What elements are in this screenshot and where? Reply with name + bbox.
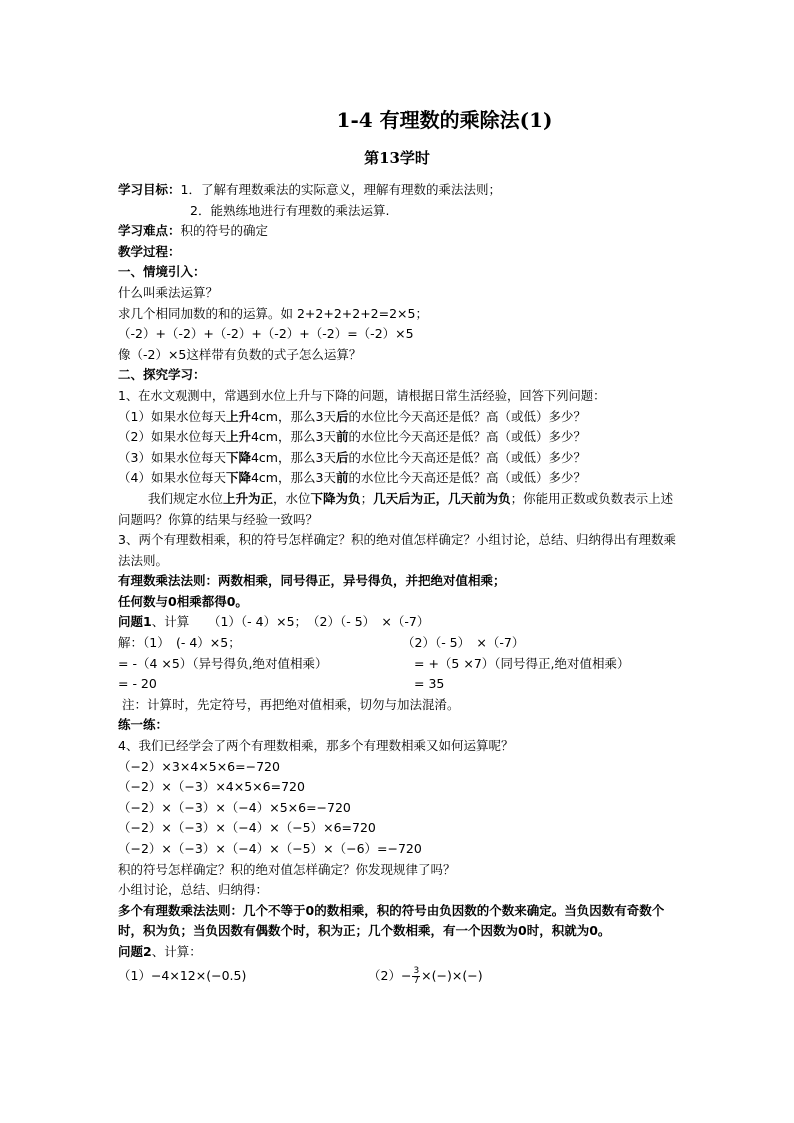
- q-bold: 下降: [225, 449, 251, 465]
- solution-right: = +（5 ×7）（同号得正,绝对值相乘）: [414, 655, 630, 671]
- q-text: 4cm，那么3天: [250, 429, 336, 445]
- problem2-item-1: （1）−4×12×(−0.5): [118, 967, 247, 983]
- fraction-numerator: 3: [413, 965, 420, 976]
- q-bold: 上升: [225, 408, 251, 424]
- q-text: 4cm，那么3天: [250, 449, 336, 465]
- convention-text: 我们规定水位: [148, 490, 224, 506]
- solution-row-1: [118, 633, 678, 654]
- q-bold: 上升: [225, 429, 251, 445]
- rule-two-numbers: 有理数乘法法则：两数相乘，同号得正，异号得负，并把绝对值相乘；: [118, 573, 506, 589]
- section2-p3: 3、两个有理数相乘，积的符号怎样确定？积的绝对值怎样确定？小组讨论，总结、归纳得出有理数乘法法则。: [118, 532, 676, 568]
- q-bold: 前: [335, 470, 349, 486]
- practice-expr-1: （−2）×3×4×5×6=−720: [118, 758, 280, 774]
- practice-expr-5: （−2）×（−3）×（−4）×（−5）×（−6）=−720: [118, 841, 422, 856]
- solution-right: （2）（- 5） ×（-7）: [402, 635, 525, 651]
- section2-heading: 二、探究学习：: [118, 367, 206, 383]
- section1-heading: 一、情境引入：: [118, 264, 206, 280]
- rule-zero: 任何数与0相乘都得0。: [118, 593, 248, 609]
- problem1-head: [118, 612, 678, 633]
- section2-p1: 1、在水文观测中，常遇到水位上升与下降的问题，请根据日常生活经验，回答下列问题：: [118, 388, 606, 403]
- page-title: 1-4 有理数的乘除法(1): [336, 108, 553, 132]
- solution-right: = 35: [414, 676, 445, 692]
- convention-text: ，水位: [273, 490, 311, 506]
- q-bold: 前: [335, 429, 349, 445]
- section1-q3: （-2）+（-2）+（-2）+（-2）+（-2）=（-2）×5: [118, 326, 414, 342]
- convention-bold: 下降为负: [310, 490, 361, 506]
- water-question-4: [118, 468, 678, 489]
- practice-discuss: 小组讨论，总结、归纳得：: [118, 882, 269, 898]
- fraction: [412, 967, 420, 986]
- q-bold: 后: [335, 408, 349, 424]
- q-text: （2）如果水位每天: [118, 429, 226, 445]
- practice-expr-4: （−2）×（−3）×（−4）×（−5）×6=720: [118, 820, 376, 836]
- convention-text: ；: [360, 490, 374, 506]
- solution-row-2: [118, 654, 678, 675]
- convention-bold: 几天后为正，几天前为负: [373, 490, 511, 506]
- practice-heading: 练一练：: [118, 717, 169, 733]
- difficulty-text: 积的符号的确定: [180, 223, 269, 239]
- convention-bold: 上升为正: [223, 490, 274, 506]
- multi-number-rule: 多个有理数乘法法则：几个不等于0的数相乘，积的符号由负因数的个数来确定。当负因数有奇数个时，积为负；当负因数有偶数个时，积为正；几个数相乘，有一个因数为0时，积就为0。: [118, 902, 665, 939]
- item2-prefix: （2）−: [368, 967, 412, 983]
- problem2-head: [118, 942, 678, 963]
- problem1-text: 、计算 （1）（- 4）×5； （2）（- 5） ×（-7）: [151, 614, 430, 630]
- problem2-label: 问题2: [118, 943, 152, 959]
- problem1-note: 注：计算时，先定符号，再把绝对值相乘，切勿与加法混淆。: [122, 696, 460, 712]
- water-question-3: [118, 448, 678, 469]
- solution-left: = -（4 ×5）（异号得负,绝对值相乘）: [118, 655, 328, 671]
- convention-paragraph: [118, 489, 678, 530]
- practice-expr-2: （−2）×（−3）×4×5×6=720: [118, 779, 305, 795]
- goals-label: 学习目标：: [118, 182, 181, 197]
- fraction-denominator: 7: [413, 975, 420, 986]
- q-text: （1）如果水位每天: [118, 408, 226, 424]
- convention-text: ；你能用正数或负数表示上述问题吗？你算的结果与经验一致吗？: [118, 490, 674, 527]
- goals-line-2: [118, 201, 678, 222]
- practice-question: 积的符号怎样确定？积的绝对值怎样确定？你发现规律了吗？: [118, 861, 456, 877]
- q-bold: 下降: [225, 470, 251, 486]
- problem2-item-2: [368, 963, 483, 989]
- q-text: 的水位比今天高还是低？高（或低）多少？: [348, 470, 586, 486]
- problem1-label: 问题1: [118, 614, 152, 630]
- q-text: 的水位比今天高还是低？高（或低）多少？: [348, 408, 586, 424]
- q-text: （4）如果水位每天: [118, 470, 226, 486]
- section1-q2: 求几个相同加数的和的运算。如 2+2+2+2+2=2×5；: [118, 305, 428, 321]
- q-text: 4cm，那么3天: [250, 408, 336, 424]
- practice-expr-3: （−2）×（−3）×（−4）×5×6=−720: [118, 799, 351, 815]
- solution-left: = - 20: [118, 676, 157, 692]
- q-text: 的水位比今天高还是低？高（或低）多少？: [348, 449, 586, 465]
- page-subtitle: 第13学时: [364, 149, 430, 167]
- problem2-items: [118, 963, 678, 989]
- solution-left: 解：（1） (- 4）×5；: [118, 635, 241, 651]
- item2-suffix: ×(−)×(−): [421, 967, 483, 983]
- goals-item-2: 2．能熟练地进行有理数的乘法运算.: [190, 202, 390, 218]
- water-question-1: [118, 407, 678, 428]
- difficulty-label: 学习难点：: [118, 223, 181, 239]
- process-label: 教学过程：: [118, 243, 181, 259]
- water-question-2: [118, 427, 678, 448]
- section1-q4: 像（-2）×5这样带有负数的式子怎么运算？: [118, 346, 362, 362]
- document-body: [118, 180, 678, 989]
- section1-q1: 什么叫乘法运算？: [118, 284, 219, 300]
- practice-q4: 4、我们已经学会了两个有理数相乘，那多个有理数相乘又如何运算呢？: [118, 738, 514, 754]
- goals-line-1: [118, 180, 678, 201]
- q-text: （3）如果水位每天: [118, 449, 226, 465]
- goals-item-1: 1．了解有理数乘法的实际意义，理解有理数的乘法法则；: [180, 182, 501, 197]
- difficulty-line: [118, 221, 678, 242]
- solution-row-3: [118, 674, 678, 695]
- problem2-text: 、计算：: [151, 943, 202, 959]
- q-bold: 后: [335, 449, 349, 465]
- q-text: 的水位比今天高还是低？高（或低）多少？: [348, 429, 586, 445]
- q-text: 4cm，那么3天: [250, 470, 336, 486]
